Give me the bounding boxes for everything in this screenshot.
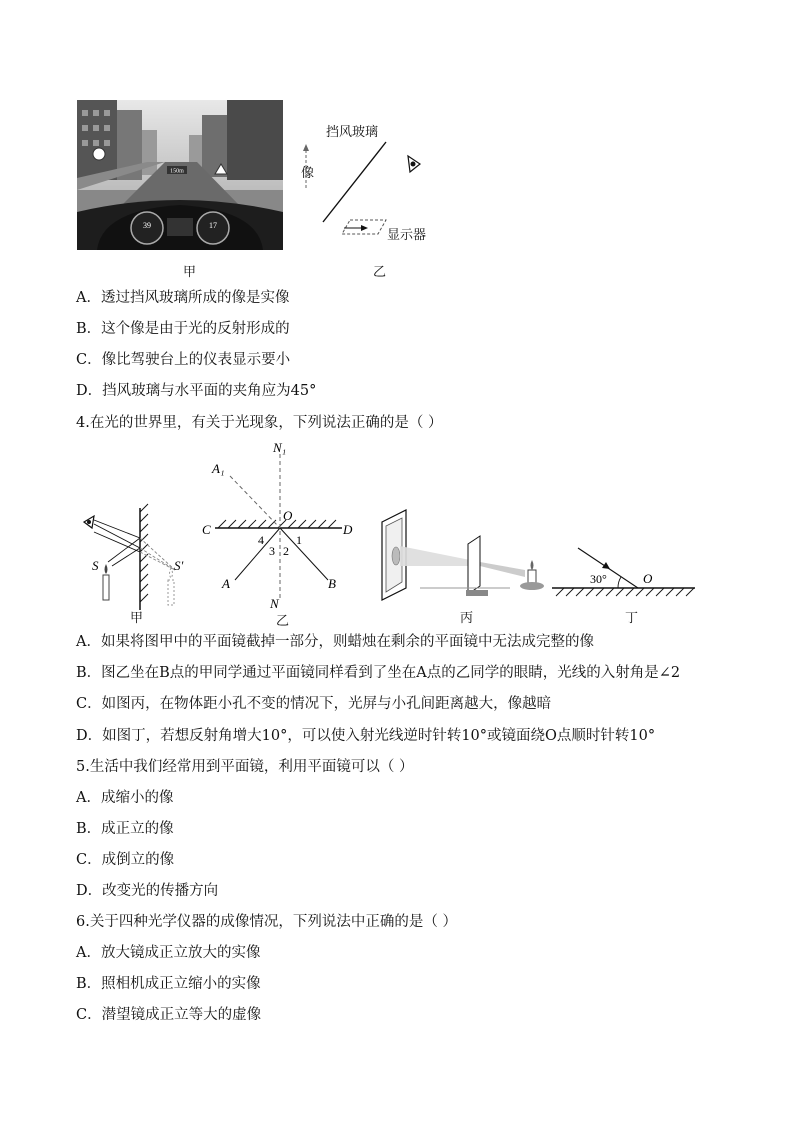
hud-distance: 150m (170, 168, 184, 175)
label-image: 像 (301, 166, 315, 181)
q4-option-d: D．如图丁，若想反射角增大10°，可以使入射光线逆时针转10°或镜面绕O点顺时针转10° (76, 728, 656, 744)
q5-stem: 5.生活中我们经常用到平面镜，利用平面镜可以（ ） (76, 759, 414, 775)
label-S-prime: S′ (174, 558, 184, 573)
eye-icon (408, 156, 420, 172)
angle-3: 3 (269, 544, 275, 558)
label-N: N (270, 596, 279, 611)
q4-figures (70, 440, 710, 625)
angle-2: 2 (283, 544, 289, 558)
q4-option-c: C．如图丙，在物体距小孔不变的情况下，光屏与小孔间距离越大，像越暗 (76, 696, 552, 712)
angle-4: 4 (258, 533, 264, 547)
angle-1: 1 (296, 533, 302, 547)
label-display: 显示器 (387, 228, 427, 243)
label-A: A (222, 576, 230, 591)
q5-option-d: D．改变光的传播方向 (76, 883, 219, 899)
caption-q4-jia: 甲 (130, 611, 144, 626)
q5-option-b: B．成正立的像 (76, 821, 174, 837)
speed-right: 17 (209, 221, 217, 230)
label-D: D (343, 522, 353, 537)
q6-option-b: B．照相机成正立缩小的实像 (76, 976, 261, 992)
caption-q4-yi: 乙 (276, 614, 290, 629)
figure-hud-photo (77, 100, 283, 250)
q6-stem: 6.关于四种光学仪器的成像情况，下列说法中正确的是（ ） (76, 914, 457, 930)
q3-option-d: D．挡风玻璃与水平面的夹角应为45° (76, 383, 317, 399)
fig-ding (552, 548, 695, 596)
label-O: O (283, 508, 293, 523)
label-windshield: 挡风玻璃 (326, 125, 379, 140)
q3-option-b: B．这个像是由于光的反射形成的 (76, 321, 290, 337)
label-S: S (92, 558, 99, 573)
caption-q4-bing: 丙 (460, 611, 474, 626)
q3-option-a: A．透过挡风玻璃所成的像是实像 (76, 290, 290, 306)
q5-option-c: C．成倒立的像 (76, 852, 175, 868)
q6-option-c: C．潜望镜成正立等大的虚像 (76, 1007, 262, 1023)
q4-option-b: B．图乙坐在B点的甲同学通过平面镜同样看到了坐在A点的乙同学的眼睛，光线的入射角是∠2 (76, 665, 681, 681)
fig-bing (382, 510, 544, 600)
fig-yi (202, 440, 353, 611)
label-30deg: 30° (590, 572, 607, 586)
label-O-ding: O (643, 571, 653, 586)
label-C: C (202, 522, 211, 537)
caption-jia: 甲 (183, 265, 197, 280)
caption-yi: 乙 (373, 265, 387, 280)
q3-option-c: C．像比驾驶台上的仪表显示要小 (76, 352, 291, 368)
fig-jia (84, 504, 184, 610)
eye-icon (84, 516, 94, 528)
label-N1: N₁ (273, 440, 287, 455)
label-A1: A₁ (212, 461, 225, 476)
speed-left: 39 (143, 221, 151, 230)
label-B: B (328, 576, 336, 591)
q4-stem: 4.在光的世界里，有关于光现象，下列说法正确的是（ ） (76, 415, 443, 431)
q5-option-a: A．成缩小的像 (76, 790, 174, 806)
q6-option-a: A．放大镜成正立放大的实像 (76, 945, 261, 961)
caption-q4-ding: 丁 (625, 611, 639, 626)
q4-option-a: A．如果将图甲中的平面镜截掉一部分，则蜡烛在剩余的平面镜中无法成完整的像 (76, 634, 594, 650)
